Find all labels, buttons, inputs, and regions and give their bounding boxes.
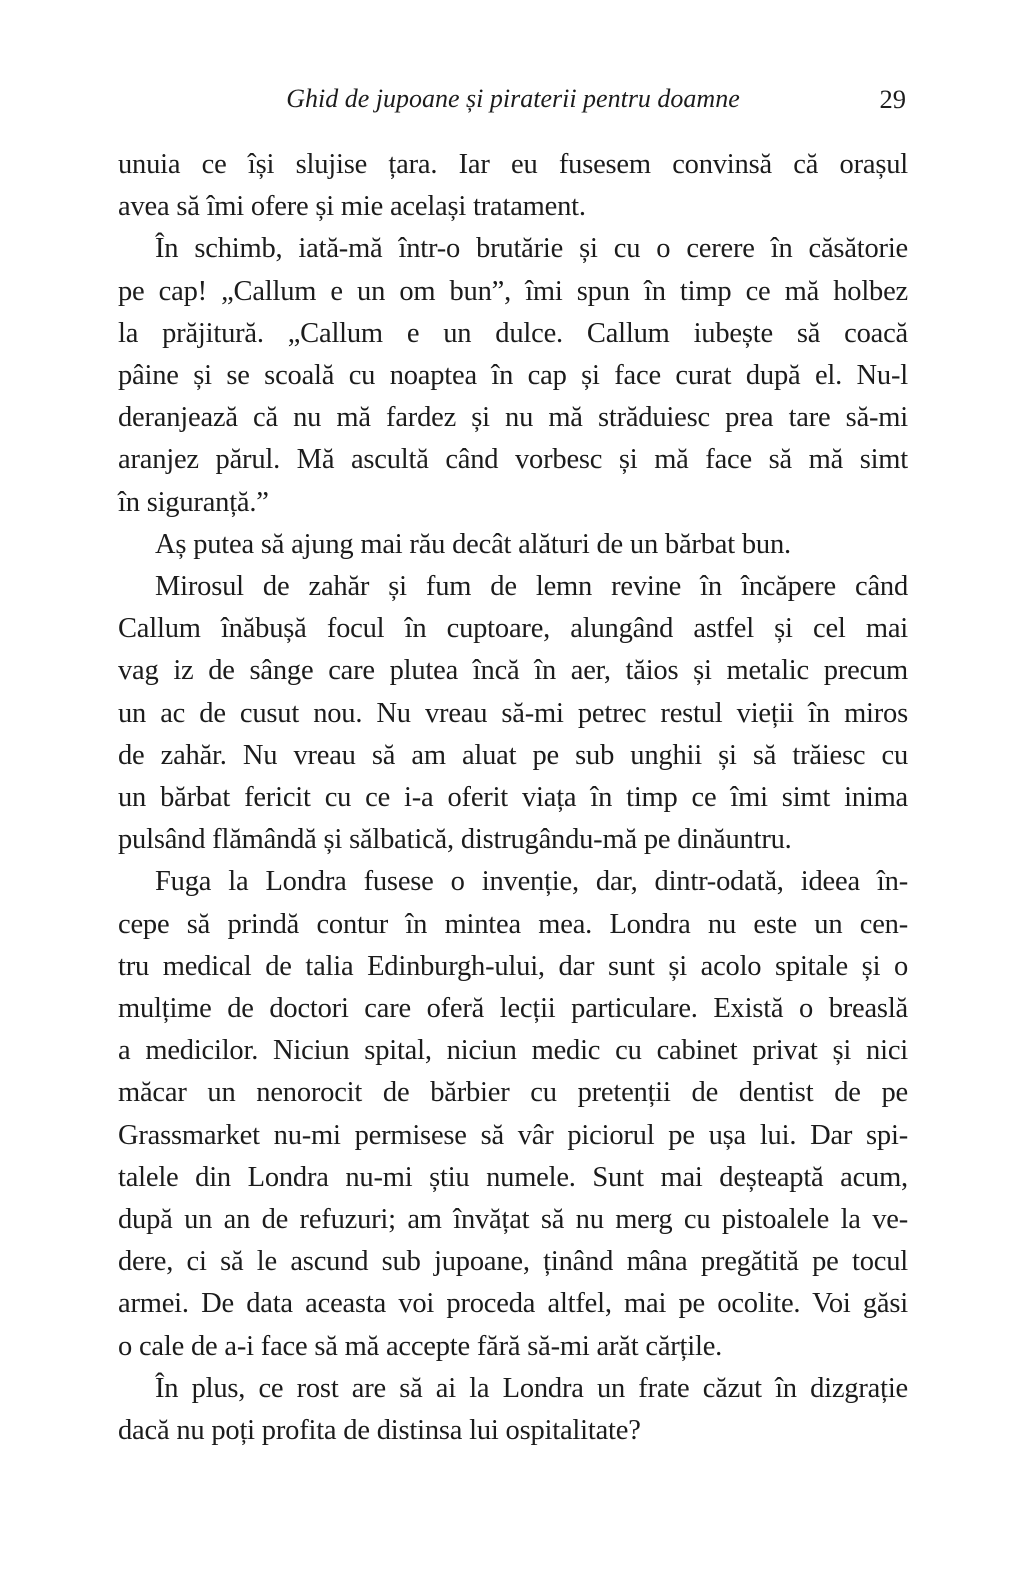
text-line: dere, ci să le ascund sub jupoane, ținând mâna pregătită pe tocul xyxy=(118,1246,908,1278)
paragraph xyxy=(118,566,908,861)
body-text xyxy=(118,144,908,1452)
text-line: Aș putea să ajung mai rău decât alături de un bărbat bun. xyxy=(155,528,791,560)
text-line: În plus, ce rost are să ai la Londra un frate căzut în dizgrație xyxy=(155,1372,908,1404)
text-line: vag iz de sânge care plutea încă în aer, tăios și metalic precum xyxy=(118,655,908,687)
text-line: avea să îmi ofere și mie același tratament. xyxy=(118,191,586,223)
paragraph xyxy=(118,1368,908,1452)
text-line: un bărbat fericit cu ce i-a oferit viața în timp ce îmi simt inima xyxy=(118,782,908,814)
text-line: după un an de refuzuri; am învățat să nu merg cu pistoalele la ve- xyxy=(118,1204,908,1236)
text-line: cepe să prindă contur în mintea mea. Londra nu este un cen- xyxy=(118,908,908,940)
text-line: În schimb, iată-mă într-o brutărie și cu o cerere în căsătorie xyxy=(155,233,908,265)
text-line: tru medical de talia Edinburgh-ului, dar sunt și acolo spitale și o xyxy=(118,950,908,982)
text-line: aranjez părul. Mă ascultă când vorbesc și mă face să mă simt xyxy=(118,444,908,476)
paragraph xyxy=(118,524,908,566)
text-line: o cale de a-i face să mă accepte fără să-mi arăt cărțile. xyxy=(118,1330,723,1362)
paragraph xyxy=(118,228,908,523)
text-line: Fuga la Londra fusese o invenție, dar, dintr-odată, ideea în- xyxy=(155,866,908,898)
text-line: pe cap! „Callum e un om bun”, îmi spun în timp ce mă holbez xyxy=(118,275,908,307)
running-header xyxy=(118,82,908,116)
paragraph xyxy=(118,861,908,1367)
text-line: pâine și se scoală cu noaptea în cap și face curat după el. Nu-l xyxy=(118,360,908,392)
text-line: Grassmarket nu-mi permisese să vâr piciorul pe ușa lui. Dar spi- xyxy=(118,1119,908,1151)
text-line: pulsând flămândă și sălbatică, distrugându-mă pe dinăuntru. xyxy=(118,824,792,856)
page-number: 29 xyxy=(879,84,906,114)
text-line: dacă nu poți profita de distinsa lui ospitalitate? xyxy=(118,1415,641,1447)
paragraph xyxy=(118,144,908,228)
text-line: unuia ce își slujise țara. Iar eu fusesem convinsă că orașul xyxy=(118,149,908,180)
text-line: de zahăr. Nu vreau să am aluat pe sub unghii și să trăiesc cu xyxy=(118,739,908,771)
text-line: un ac de cusut nou. Nu vreau să-mi petrec restul vieții în miros xyxy=(118,697,908,729)
text-line: armei. De data aceasta voi proceda altfel, mai pe ocolite. Voi găsi xyxy=(118,1288,908,1320)
text-line: Callum înăbușă focul în cuptoare, alungând astfel și cel mai xyxy=(118,613,908,645)
text-line: talele din Londra nu-mi știu numele. Sunt mai deșteaptă acum, xyxy=(118,1161,908,1193)
text-line: la prăjitură. „Callum e un dulce. Callum iubește să coacă xyxy=(118,317,908,349)
text-line: măcar un nenorocit de bărbier cu pretenții de dentist de pe xyxy=(118,1077,908,1109)
text-line: a medicilor. Niciun spital, niciun medic cu cabinet privat și nici xyxy=(118,1035,908,1067)
text-line: mulțime de doctori care oferă lecții particulare. Există o breaslă xyxy=(118,993,908,1025)
text-line: în siguranță.” xyxy=(118,486,269,518)
running-title: Ghid de jupoane și piraterii pentru doamne xyxy=(286,84,740,113)
text-line: Mirosul de zahăr și fum de lemn revine în încăpere când xyxy=(155,571,908,603)
text-line: deranjează că nu mă fardez și nu mă străduiesc prea tare să-mi xyxy=(118,402,908,434)
